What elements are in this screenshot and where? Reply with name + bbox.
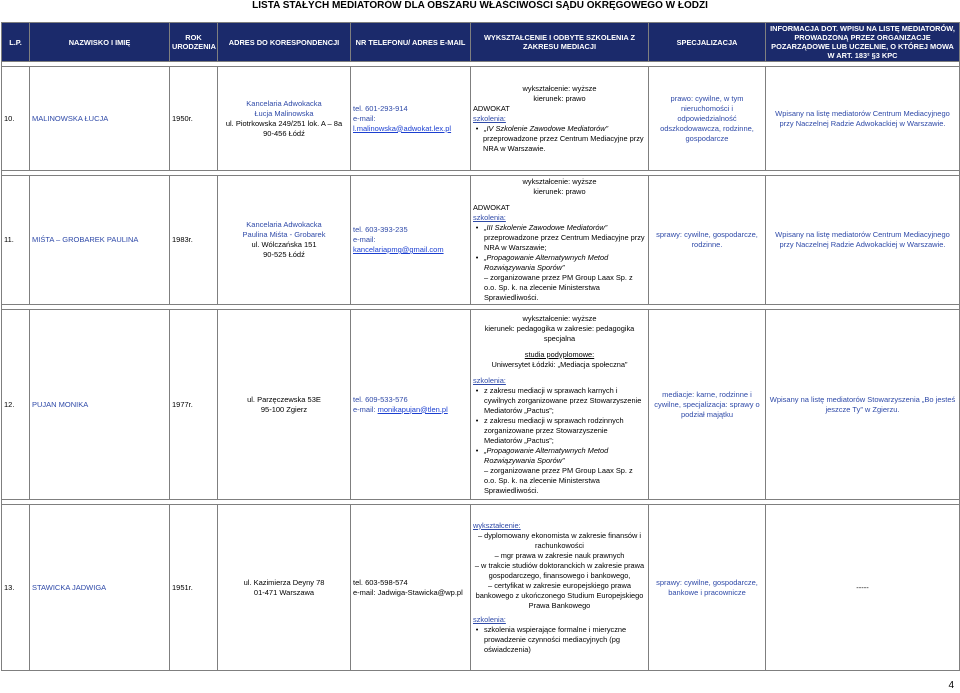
born-cell: 1977r. <box>170 310 218 500</box>
address-cell: ul. Parzęczewska 53E 95-100 Zgierz <box>218 310 351 500</box>
spec-cell: sprawy: cywilne, gospodarcze, bankowe i pracownicze <box>649 505 766 671</box>
name-cell: MIŚTA – GROBAREK PAULINA <box>30 176 170 305</box>
info-cell: Wpisany na listę mediatorów Centrum Mediacyjnego przy Naczelnej Radzie Adwokackiej w Warszawie. <box>766 67 960 171</box>
born-cell: 1983r. <box>170 176 218 305</box>
col-education: WYKSZTAŁCENIE I ODBYTE SZKOLENIA Z ZAKRESU MEDIACJI <box>471 23 649 62</box>
info-cell: Wpisany na listę mediatorów Stowarzyszenia „Bo jesteś jeszcze Ty” w Zgierzu. <box>766 310 960 500</box>
spec-cell: mediacje: karne, rodzinne i cywilne, specjalizacja: sprawy o podział majątku <box>649 310 766 500</box>
col-spec: SPECJALIZACJA <box>649 23 766 62</box>
info-cell: Wpisany na listę mediatorów Centrum Mediacyjnego przy Naczelnej Radzie Adwokackiej w Warszawie. <box>766 176 960 305</box>
contact-cell: tel. 603-393-235 e-mail: kancelariapmg@gmail.com <box>351 176 471 305</box>
lp-cell: 12. <box>2 310 30 500</box>
education-cell: wykształcenie: wyższe kierunek: pedagogika w zakresie: pedagogika specjalna studia podyplomowe: Uniwersytet Łódzki: „Mediacja społeczna” szkolenia: • z zakresu mediacji w sprawach karnych i cywilnych zorganizowane przez Stowarzyszenie Mediatorów „Pactus”; • z zakresu mediacji w sprawach rodzinnych zorganizowane przez Stowarzyszenie Mediatorów „Pactus”; • „Propagowanie Alternatywnych Metod Rozwiązywania Sporów” – zorganizowane przez PM Group Laax Sp. z o.o. Sp. k. na zlecenie Ministerstwa Sprawiedliwości. <box>471 310 649 500</box>
contact-cell: tel. 601-293-914 e-mail: l.malinowska@adwokat.lex.pl <box>351 67 471 171</box>
table-row <box>2 176 960 305</box>
spec-cell: prawo: cywilne, w tym nieruchomości i odpowiedzialność odszkodowawcza, rodzinne, gospodarcze <box>649 67 766 171</box>
page-number: 4 <box>948 680 954 691</box>
col-address: ADRES DO KORESPONDENCJI <box>218 23 351 62</box>
col-born: ROK URODZENIA <box>170 23 218 62</box>
col-lp: L.P. <box>2 23 30 62</box>
name-cell: MALINOWSKA ŁUCJA <box>30 67 170 171</box>
contact-cell: tel. 603-598-574 e-mail: Jadwiga-Stawicka@wp.pl <box>351 505 471 671</box>
born-cell: 1950r. <box>170 67 218 171</box>
email-link[interactable]: kancelariapmg@gmail.com <box>353 245 444 254</box>
education-cell: wykształcenie: wyższe kierunek: prawo ADWOKAT szkolenia: • „III Szkolenie Zawodowe Mediatorów” przeprowadzone przez Centrum Mediacyjne przy NRA w Warszawie; • „Propagowanie Alternatywnych Metod Rozwiązywania Sporów” – zorganizowane przez PM Group Laax Sp. z o.o. Sp. k. na zlecenie Ministerstwa Sprawiedliwości. <box>471 176 649 305</box>
col-name: NAZWISKO I IMIĘ <box>30 23 170 62</box>
table-row <box>2 310 960 500</box>
name-cell: PUJAN MONIKA <box>30 310 170 500</box>
contact-cell: tel. 609-533-576 e-mail: monikapujan@tlen.pl <box>351 310 471 500</box>
email-link[interactable]: l.malinowska@adwokat.lex.pl <box>353 123 452 133</box>
table-row <box>2 505 960 671</box>
lp-cell: 10. <box>2 67 30 171</box>
address-cell: ul. Kazimierza Deyny 78 01-471 Warszawa <box>218 505 351 671</box>
education-cell: wykształcenie: wyższe kierunek: prawo ADWOKAT szkolenia: • „IV Szkolenie Zawodowe Mediatorów” przeprowadzone przez Centrum Mediacyjne przy NRA w Warszawie. <box>471 67 649 171</box>
info-cell: ----- <box>766 505 960 671</box>
born-cell: 1951r. <box>170 505 218 671</box>
name-cell: STAWICKA JADWIGA <box>30 505 170 671</box>
lp-cell: 13. <box>2 505 30 671</box>
address-cell: Kancelaria Adwokacka Łucja Malinowska ul. Piotrkowska 249/251 lok. A – 8a 90-456 Łódź <box>218 67 351 171</box>
email-link[interactable]: monikapujan@tlen.pl <box>377 404 448 414</box>
col-phone: NR TELEFONU/ ADRES E-MAIL <box>351 23 471 62</box>
header-row <box>2 23 960 62</box>
col-info: INFORMACJA DOT. WPISU NA LISTĘ MEDIATORÓW, PROWADZONĄ PRZEZ ORGANIZACJE POZARZĄDOWE LUB UCZELNIE, O KTÓREJ MOWA W ART. 183² §3 KPC <box>766 23 960 62</box>
address-cell: Kancelaria Adwokacka Paulina Miśta - Grobarek ul. Wólczańska 151 90-525 Łódź <box>218 176 351 305</box>
table-row <box>2 67 960 171</box>
mediators-table <box>1 22 960 671</box>
email-link[interactable]: Jadwiga-Stawicka@wp.pl <box>377 587 463 597</box>
page-title: LISTA STAŁYCH MEDIATORÓW DLA OBSZARU WŁAŚCIWOŚCI SĄDU OKRĘGOWEGO W ŁODZI <box>252 0 708 11</box>
education-cell: wykształcenie: – dyplomowany ekonomista w zakresie finansów i rachunkowości – mgr prawa w zakresie nauk prawnych – w trakcie studiów doktoranckich w zakresie prawa gospodarczego, finansowego i bankowego, – certyfikat w zakresie europejskiego prawa bankowego z ukończonego Studium Europejskiego Prawa Bankowego szkolenia: • szkolenia wspierające formalne i mieryczne prowadzenie czynności mediacyjnych (pg oświadczenia) <box>471 505 649 671</box>
spec-cell: sprawy: cywilne, gospodarcze, rodzinne. <box>649 176 766 305</box>
lp-cell: 11. <box>2 176 30 305</box>
